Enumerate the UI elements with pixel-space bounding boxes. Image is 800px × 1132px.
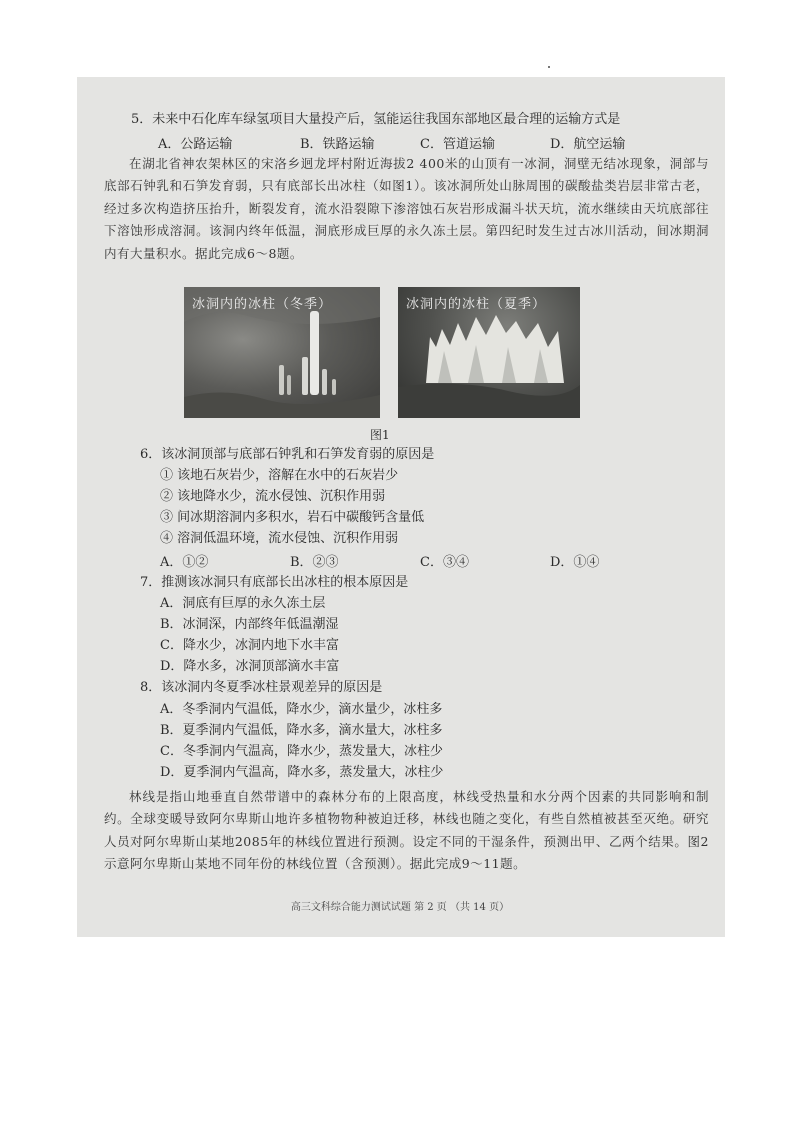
q5-option-b: B．铁路运输 (300, 137, 375, 152)
q6-option-b: B．②③ (290, 555, 339, 570)
q5-option-a: A．公路运输 (158, 137, 233, 152)
q8-option-a: A．冬季洞内气温低，降水少，滴水量少，冰柱多 (160, 702, 443, 717)
q7-option-d: D．降水多，冰洞顶部滴水丰富 (160, 659, 340, 674)
q7-option-c: C．降水少，冰洞内地下水丰富 (160, 638, 339, 653)
q8-option-b: B．夏季洞内气温低，降水多，滴水量大，冰柱多 (160, 723, 443, 738)
page-footer: 高三文科综合能力测试试题 第 2 页 （共 14 页） (290, 902, 510, 913)
q6-option-c: C．③④ (420, 555, 469, 570)
figure-caption-summer: 冰洞内的冰柱（夏季） (406, 297, 547, 312)
q7-option-b: B．冰洞深，内部终年低温潮湿 (160, 617, 339, 632)
q8-option-d: D．夏季洞内气温高，降水多，蒸发量大，冰柱少 (160, 765, 444, 780)
q5-stem: 5．未来中石化库车绿氢项目大量投产后，氢能运往我国东部地区最合理的运输方式是 (131, 112, 621, 127)
q6-option-d: D．①④ (550, 555, 600, 570)
q6-item-2: ② 该地降水少，流水侵蚀、沉积作用弱 (160, 489, 386, 504)
q6-item-1: ① 该地石灰岩少，溶解在水中的石灰岩少 (160, 468, 399, 483)
passage-ice-cave: 在湖北省神农架林区的宋洛乡迥龙坪村附近海拔2 400米的山顶有一冰洞，洞壁无结冰现象，洞部与底部石钟乳和石笋发育弱，只有底部长出冰柱（如图1）。该冰洞所处山脉周围的碳酸盐类岩层非常古老，经过多次构造挤压抬升，断裂发育，流水沿裂隙下渗溶蚀石灰岩形成漏斗状天坑，流水继续由天坑底部往下溶蚀形成溶洞。该洞内终年低温，洞底形成巨厚的永久冻土层。第四纪时发生过古冰川活动，间冰期洞内有大量积水。据此完成6～8题。 (104, 156, 709, 261)
q8-stem: 8．该冰洞内冬夏季冰柱景观差异的原因是 (140, 680, 383, 695)
speck (548, 66, 550, 68)
q6-item-3: ③ 间冰期溶洞内多积水，岩石中碳酸钙含量低 (160, 510, 425, 525)
q5-option-d: D．航空运输 (550, 137, 626, 152)
figure-caption-winter: 冰洞内的冰柱（冬季） (192, 297, 333, 312)
q6-stem: 6．该冰洞顶部与底部石钟乳和石笋发育弱的原因是 (140, 447, 435, 462)
figure-1-label: 图1 (370, 428, 390, 442)
q7-stem: 7．推测该冰洞只有底部长出冰柱的根本原因是 (140, 575, 409, 590)
q5-option-c: C．管道运输 (420, 137, 495, 152)
q7-option-a: A．洞底有巨厚的永久冻土层 (160, 596, 326, 611)
passage-tree-line: 林线是指山地垂直自然带谱中的森林分布的上限高度，林线受热量和水分两个因素的共同影响和制约。全球变暖导致阿尔卑斯山地许多植物物种被迫迁移，林线也随之变化，有些自然植被甚至灭绝。研究人员对阿尔卑斯山某地2085年的林线位置进行预测。设定不同的干湿条件，预测出甲、乙两个结果。图2示意阿尔卑斯山某地不同年份的林线位置（含预测）。据此完成9～11题。 (104, 789, 709, 872)
q6-option-a: A．①② (160, 555, 209, 570)
photo-ice-pillars-winter (184, 287, 380, 418)
photo-ice-pillars-summer (398, 287, 580, 418)
q6-item-4: ④ 溶洞低温环境，流水侵蚀、沉积作用弱 (160, 531, 399, 546)
q8-option-c: C．冬季洞内气温高，降水少，蒸发量大，冰柱少 (160, 744, 443, 759)
